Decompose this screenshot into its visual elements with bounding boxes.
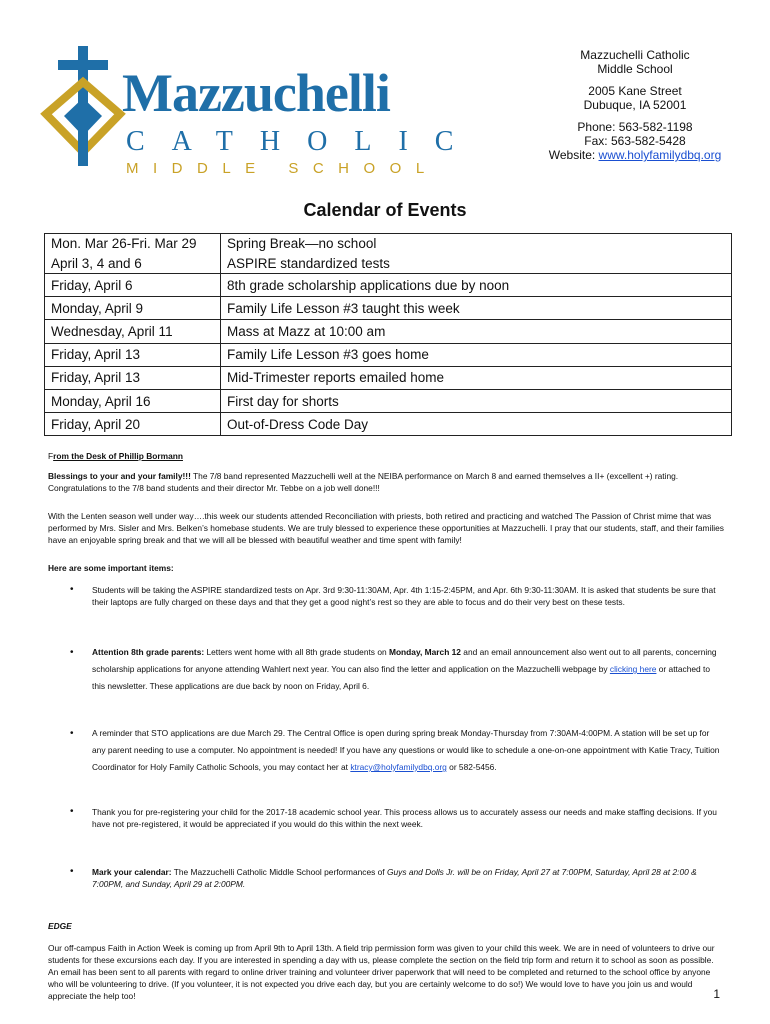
list-item — [48, 806, 724, 830]
bullet-icon: • — [70, 647, 74, 658]
prereg-text: Thank you for pre-registering your child for the 2017-18 academic school year. This process allows us to accurately assess our needs and make staffing decisions. If you have not pre-registered, it would be appreciated if you would do this within the next week. — [92, 807, 717, 829]
event-description: Spring Break—no school — [221, 234, 732, 254]
phone: Phone: 563-582-1198 — [577, 120, 693, 134]
event-description: Family Life Lesson #3 taught this week — [221, 297, 732, 320]
event-date: Friday, April 6 — [45, 274, 221, 297]
event-description: Mid-Trimester reports emailed home — [221, 366, 732, 389]
event-date: April 3, 4 and 6 — [45, 254, 221, 274]
list-item — [48, 725, 724, 776]
school-name-2: Middle School — [597, 62, 673, 76]
contact-block — [520, 48, 750, 162]
aspire-text: Students will be taking the ASPIRE standardized tests on Apr. 3rd 9:30-11:30AM, Apr. 4th 1:15-2:45PM, and Apr. 6th 9:30-11:30AM. It is asked that students be sure that their laptops are fully charged on these days and that they get a good night’s rest so they are able to focus and do their very best on these tests. — [92, 585, 716, 607]
edge-text: Our off-campus Faith in Action Week is coming up from April 9th to April 13th. A field trip permission form was given to your child this week. We are in need of volunteers to drive our students for these excursions each day. If you are interested in spending a day with us, please complete the section on the field trip form and return it to school as soon as possible. An email has been sent to all parents with regard to online driver training and volunteer driver paperwork that will need to be completed and returned to the school office by anyone who will be volunteering to drive. (If you volunteer, it is not expected you drive each day, but you are certainly welcome to do so!) We would love to have you join us and would appreciate the help too! — [48, 943, 715, 1001]
table-row — [45, 274, 732, 297]
website-line — [520, 148, 750, 162]
bullet-icon: • — [70, 806, 74, 817]
cross-emblem-icon — [40, 42, 130, 172]
items-heading: Here are some important items: — [48, 563, 174, 573]
bullet-icon: • — [70, 584, 74, 595]
website-link[interactable]: www.holyfamilydbq.org — [598, 148, 722, 162]
eighth-text-b: and an email announcement also went out to all parents, concerning scholarship applications for anyone attending Wahlert next year. You can also find the letter and application on the Mazzuchelli webpage by — [92, 647, 717, 674]
city-address: Dubuque, IA 52001 — [583, 98, 687, 112]
sto-text-b: or 582-5456. — [446, 762, 497, 772]
paragraph-lenten: With the Lenten season well under way….this week our students attended Reconciliation with priests, both retired and practicing and watched The Passion of Christ mime that was performed by Mrs. Sisler and Mrs. Belken’s homebase students. We are truly blessed to experience these opportunities at Mazzuchelli. I pray that our students, staff, and their families have an enjoyable spring break and that we will all be blessed with beautiful weather and time spent with family! — [48, 511, 724, 545]
mark-text: The Mazzuchelli Catholic Middle School performances of — [171, 867, 387, 877]
logo-catholic: CATHOLIC — [126, 126, 481, 157]
logo-name: Mazzuchelli — [122, 63, 390, 123]
email-link[interactable]: ktracy@holyfamilydbq.org — [350, 762, 447, 772]
event-date: Friday, April 20 — [45, 413, 221, 436]
clicking-here-link[interactable]: clicking here — [609, 664, 657, 674]
bullet-icon: • — [70, 728, 74, 739]
heading-prefix: F — [48, 451, 54, 461]
logo-middle-school: MIDDLE SCHOOL — [126, 160, 439, 177]
street-address: 2005 Kane Street — [588, 84, 682, 98]
event-date: Friday, April 13 — [45, 366, 221, 389]
table-row — [45, 254, 732, 274]
mark-italic: Guys and Dolls Jr. will be on Friday, April 27 at 7:00PM, Saturday, April 28 at 2:00 & 7:00PM, and Sunday, April 29 at 2:00PM. — [92, 867, 697, 889]
event-date: Monday, April 16 — [45, 389, 221, 412]
eighth-date: Monday, March 12 — [388, 647, 461, 657]
table-row — [45, 234, 732, 254]
fax: Fax: 563-582-5428 — [584, 134, 686, 148]
blessings-bold: Blessings to your and your family!!! — [48, 471, 191, 481]
event-description: ASPIRE standardized tests — [221, 254, 732, 274]
event-date: Friday, April 13 — [45, 343, 221, 366]
heading-text: rom the Desk of Phillip Bormann — [53, 451, 183, 461]
table-row — [45, 366, 732, 389]
eighth-bold: Attention 8th grade parents: — [92, 647, 205, 657]
event-description: Mass at Mazz at 10:00 am — [221, 320, 732, 343]
eighth-text-a: Letters went home with all 8th grade students on — [204, 647, 389, 657]
important-items-list — [48, 584, 724, 890]
table-row — [45, 297, 732, 320]
school-name: Mazzuchelli Catholic — [580, 48, 690, 62]
newsletter-body — [48, 450, 724, 1012]
event-date: Wednesday, April 11 — [45, 320, 221, 343]
calendar-table — [44, 233, 732, 436]
page-number: 1 — [713, 987, 720, 1001]
event-description: 8th grade scholarship applications due by noon — [221, 274, 732, 297]
table-row — [45, 389, 732, 412]
event-description: Family Life Lesson #3 goes home — [221, 343, 732, 366]
school-logo — [40, 42, 480, 182]
website-label: Website: — [548, 148, 599, 162]
event-description: Out-of-Dress Code Day — [221, 413, 732, 436]
sto-text-a: A reminder that STO applications are due March 29. The Central Office is open during spring break Monday-Thursday from 7:30AM-4:00PM. A station will be set up for any parent needing to use a computer. No appointment is needed! If you have any questions or would like to schedule a one-on-one appointment with Katie Tracy, Tuition Coordinator for Holy Family Catholic Schools, you may contact her at — [92, 728, 720, 772]
bullet-icon: • — [70, 866, 74, 877]
table-row — [45, 320, 732, 343]
event-date: Monday, April 9 — [45, 297, 221, 320]
blessings-text: The 7/8 band represented Mazzuchelli well at the NEIBA performance on March 8 and earned themselves a II+ (excellent +) rating. Congratulations to the 7/8 band students and their director Mr. Tebbe on a job well done!!! — [48, 471, 679, 493]
event-date: Mon. Mar 26-Fri. Mar 29 — [45, 234, 221, 254]
event-description: First day for shorts — [221, 389, 732, 412]
paragraph-blessings — [48, 470, 724, 494]
list-item — [48, 644, 724, 695]
principal-heading — [48, 450, 724, 462]
list-item — [48, 866, 724, 890]
table-row — [45, 413, 732, 436]
edge-title: EDGE — [48, 921, 72, 931]
mark-bold: Mark your calendar: — [92, 867, 172, 877]
calendar-title: Calendar of Events — [303, 200, 467, 220]
eighth-text-c: or attached to this newsletter. These applications are due back by noon on Friday, April 6. — [92, 664, 710, 691]
list-item — [48, 584, 724, 608]
table-row — [45, 343, 732, 366]
